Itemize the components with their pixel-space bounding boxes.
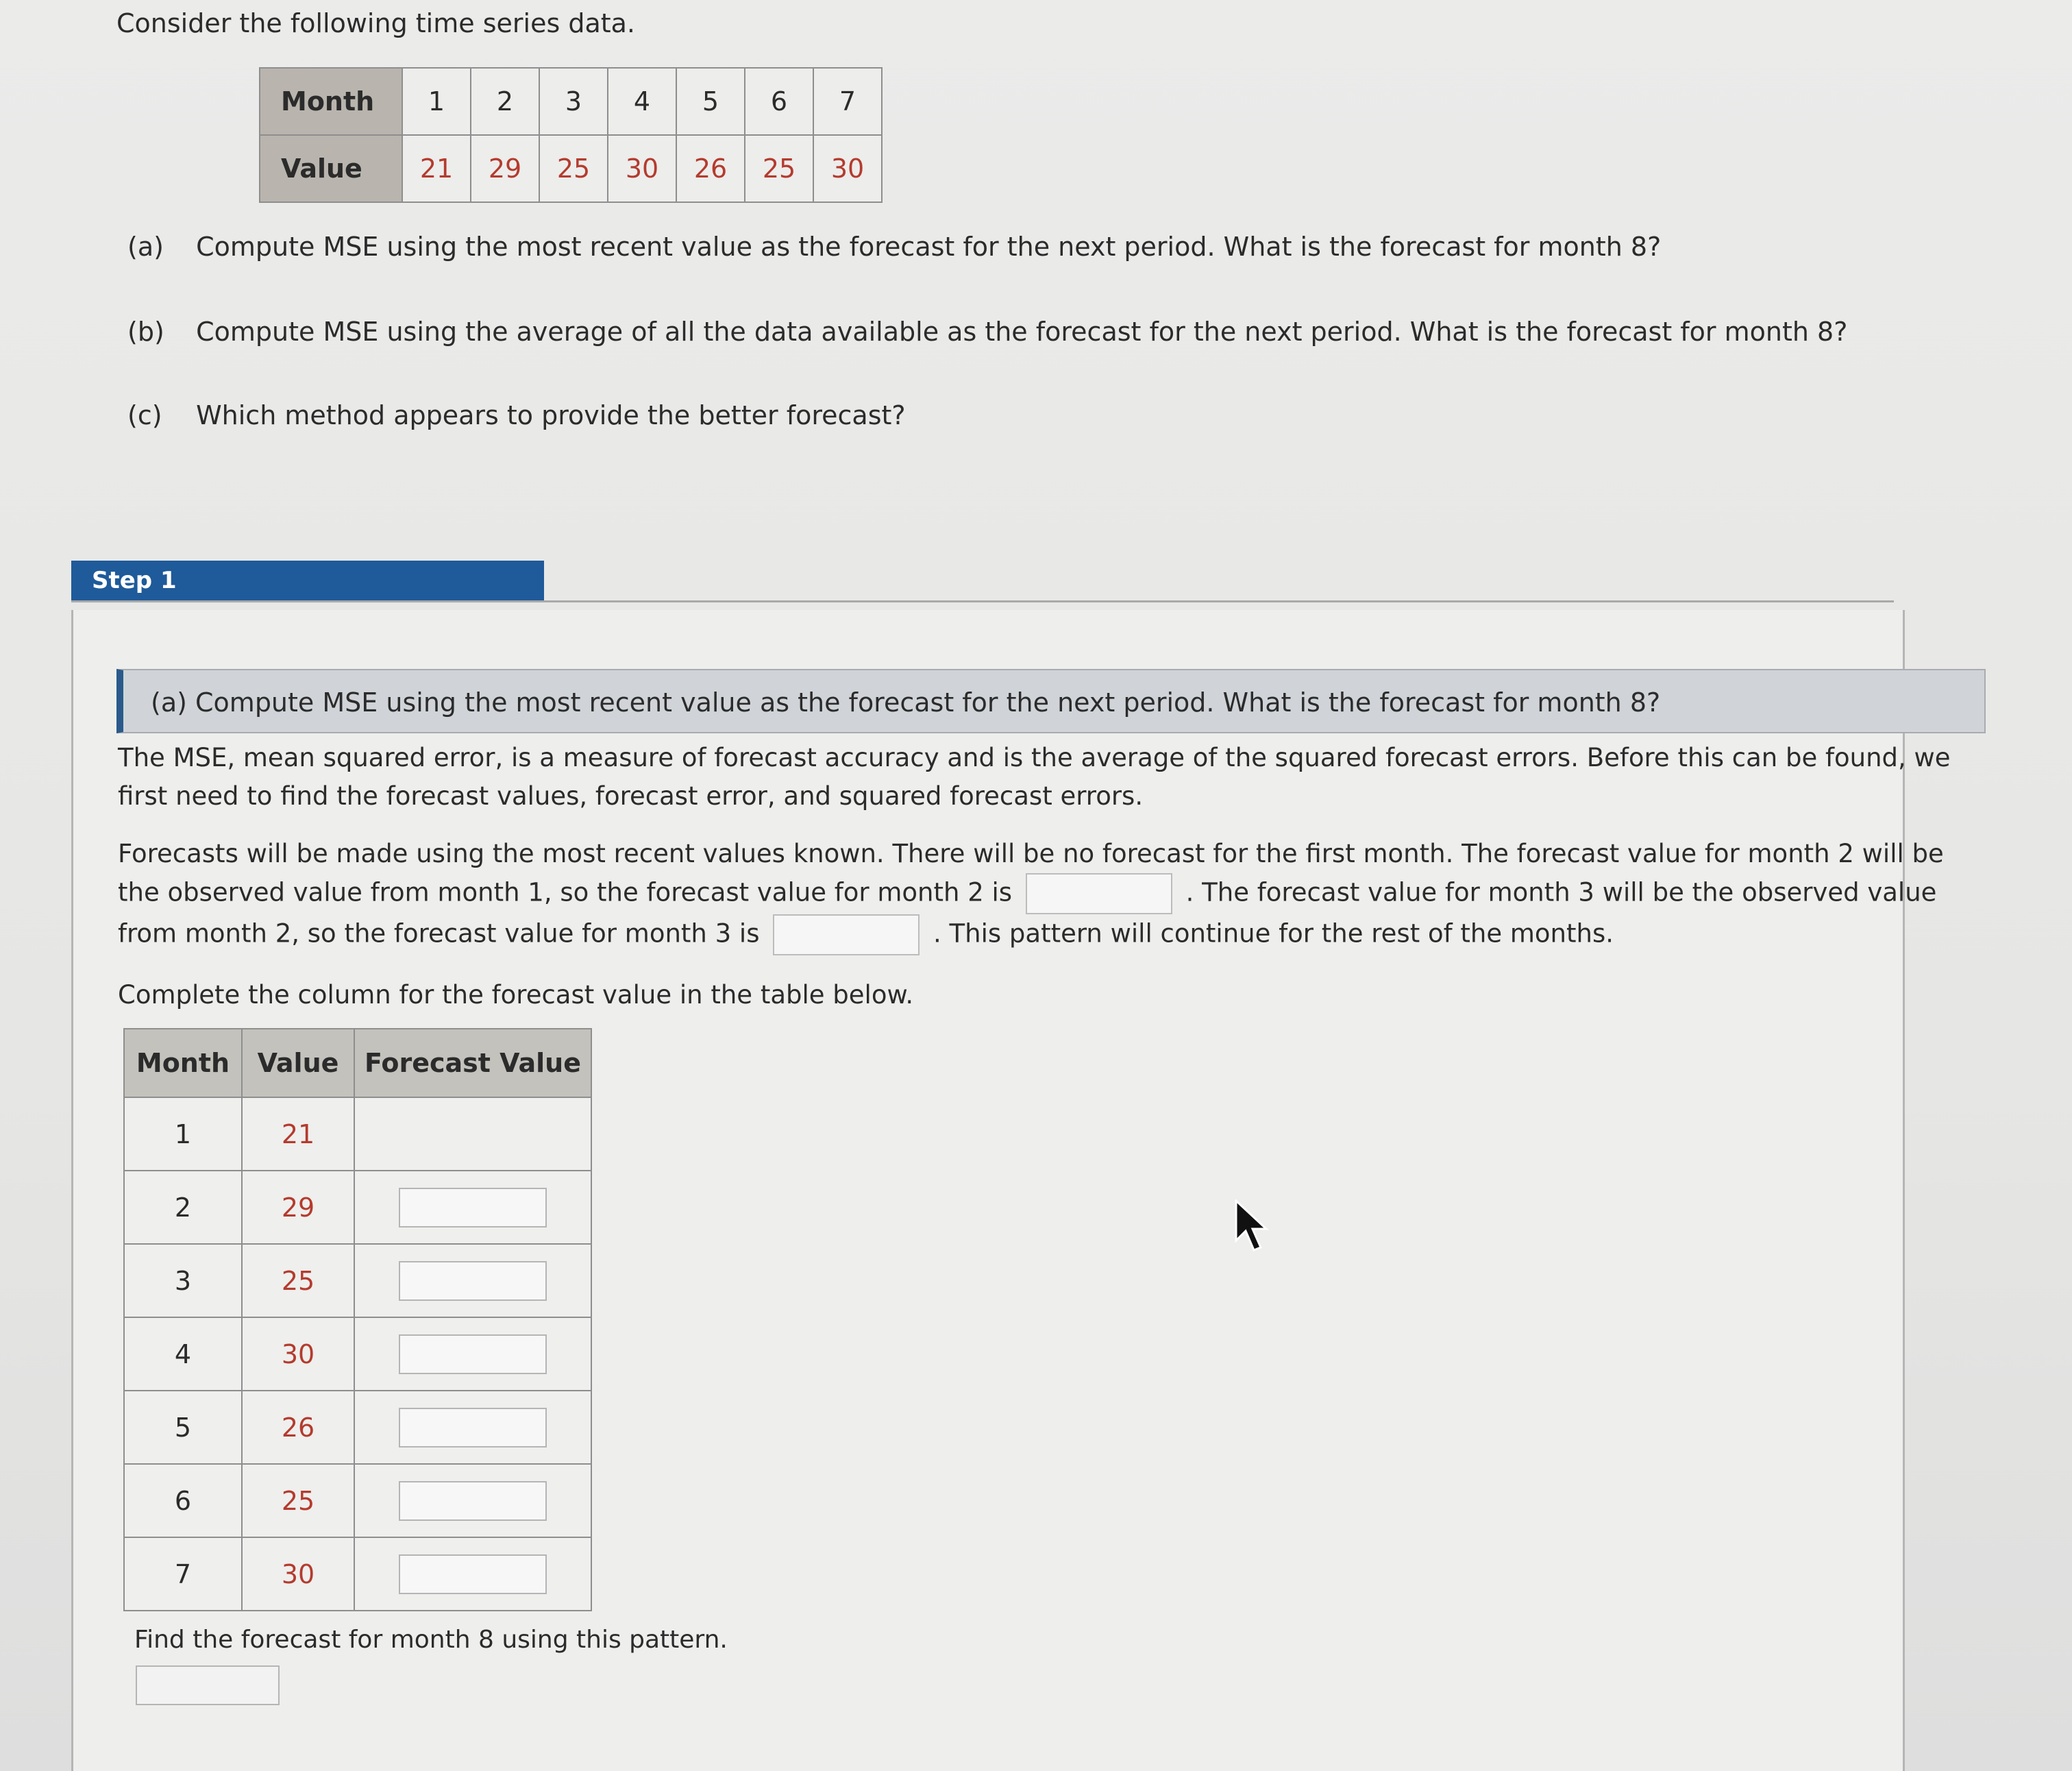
forecast-text-1: Forecasts will be made using the most recent values known. There will be no forecast for the first month. The forecast value for month 2 will be the observed value from month 1, so the forecast value for month 2 is — [118, 839, 1944, 907]
month8-forecast-input[interactable] — [136, 1665, 280, 1705]
step-header: Step 1 — [71, 561, 544, 600]
table-row — [124, 1537, 591, 1611]
value-cell: 25 — [539, 135, 608, 202]
mse-explanation: The MSE, mean squared error, is a measure of forecast accuracy and is the average of the squared forecast errors. Before this can be found, we first need to find the forecast values, forecast error, and squared forecast errors. — [118, 743, 1951, 811]
value-cell: 30 — [242, 1317, 354, 1391]
month3-forecast-input[interactable] — [773, 914, 920, 955]
intro-text: Consider the following time series data. — [116, 8, 635, 38]
forecast-input-month-2[interactable] — [399, 1188, 547, 1228]
forecast-cell — [354, 1317, 591, 1391]
forecast-explanation — [118, 835, 1968, 955]
forecast-text-2: . The forecast value for month 3 will be the observed value from month 2, so the forecast value for month 3 is — [118, 877, 1937, 949]
month-row — [260, 68, 882, 135]
value-cell: 21 — [242, 1097, 354, 1171]
part-a — [127, 232, 1661, 262]
month-cell: 3 — [124, 1244, 242, 1317]
part-b — [127, 317, 1847, 347]
step-question-box: (a) Compute MSE using the most recent value as the forecast for the next period. What is the forecast for month 8? — [116, 669, 1986, 733]
month-cell: 6 — [745, 68, 813, 135]
month-cell: 4 — [608, 68, 676, 135]
part-label: (c) — [127, 400, 162, 430]
forecast-cell — [354, 1464, 591, 1537]
step-divider — [71, 600, 1894, 602]
time-series-table — [259, 67, 883, 203]
value-cell: 30 — [608, 135, 676, 202]
forecast-input-month-5[interactable] — [399, 1408, 547, 1448]
month2-forecast-input[interactable] — [1026, 873, 1172, 914]
mouse-cursor-icon — [1233, 1199, 1274, 1254]
table-row — [124, 1097, 591, 1171]
month-cell: 7 — [813, 68, 882, 135]
value-cell: 25 — [745, 135, 813, 202]
month-cell: 1 — [124, 1097, 242, 1171]
value-column-header: Value — [242, 1029, 354, 1097]
month-cell: 3 — [539, 68, 608, 135]
table-row — [124, 1171, 591, 1244]
forecast-cell-empty — [354, 1097, 591, 1171]
part-c — [127, 400, 906, 430]
forecast-header-row — [124, 1029, 591, 1097]
value-cell: 29 — [471, 135, 539, 202]
part-text: Which method appears to provide the better forecast? — [196, 400, 906, 430]
table-row — [124, 1391, 591, 1464]
table-instruction: Complete the column for the forecast value in the table below. — [118, 980, 914, 1010]
value-cell: 25 — [242, 1244, 354, 1317]
month-cell: 5 — [124, 1391, 242, 1464]
forecast-column-header: Forecast Value — [354, 1029, 591, 1097]
table-row — [124, 1244, 591, 1317]
value-row — [260, 135, 882, 202]
month-header: Month — [260, 68, 402, 135]
value-cell: 30 — [242, 1537, 354, 1611]
forecast-cell — [354, 1171, 591, 1244]
forecast-input-month-6[interactable] — [399, 1481, 547, 1521]
table-row — [124, 1464, 591, 1537]
part-text: Compute MSE using the most recent value as the forecast for the next period. What is the forecast for month 8? — [196, 232, 1662, 262]
forecast-input-month-4[interactable] — [399, 1334, 547, 1374]
find-month8-text: Find the forecast for month 8 using this pattern. — [134, 1626, 728, 1654]
forecast-input-month-7[interactable] — [399, 1554, 547, 1594]
value-header: Value — [260, 135, 402, 202]
value-cell: 25 — [242, 1464, 354, 1537]
value-cell: 26 — [676, 135, 745, 202]
value-cell: 29 — [242, 1171, 354, 1244]
month-cell: 5 — [676, 68, 745, 135]
month-cell: 2 — [471, 68, 539, 135]
month-cell: 1 — [402, 68, 471, 135]
forecast-input-month-3[interactable] — [399, 1261, 547, 1301]
forecast-text-3: . This pattern will continue for the rest of the months. — [933, 918, 1614, 949]
part-label: (b) — [127, 317, 164, 347]
month-cell: 7 — [124, 1537, 242, 1611]
part-text: Compute MSE using the average of all the data available as the forecast for the next period. What is the forecast for month 8? — [196, 317, 1848, 347]
forecast-cell — [354, 1391, 591, 1464]
month-cell: 6 — [124, 1464, 242, 1537]
value-cell: 30 — [813, 135, 882, 202]
forecast-cell — [354, 1244, 591, 1317]
month-column-header: Month — [124, 1029, 242, 1097]
value-cell: 26 — [242, 1391, 354, 1464]
table-row — [124, 1317, 591, 1391]
part-label: (a) — [127, 232, 164, 262]
month-cell: 4 — [124, 1317, 242, 1391]
forecast-cell — [354, 1537, 591, 1611]
month-cell: 2 — [124, 1171, 242, 1244]
value-cell: 21 — [402, 135, 471, 202]
forecast-table — [123, 1028, 592, 1611]
